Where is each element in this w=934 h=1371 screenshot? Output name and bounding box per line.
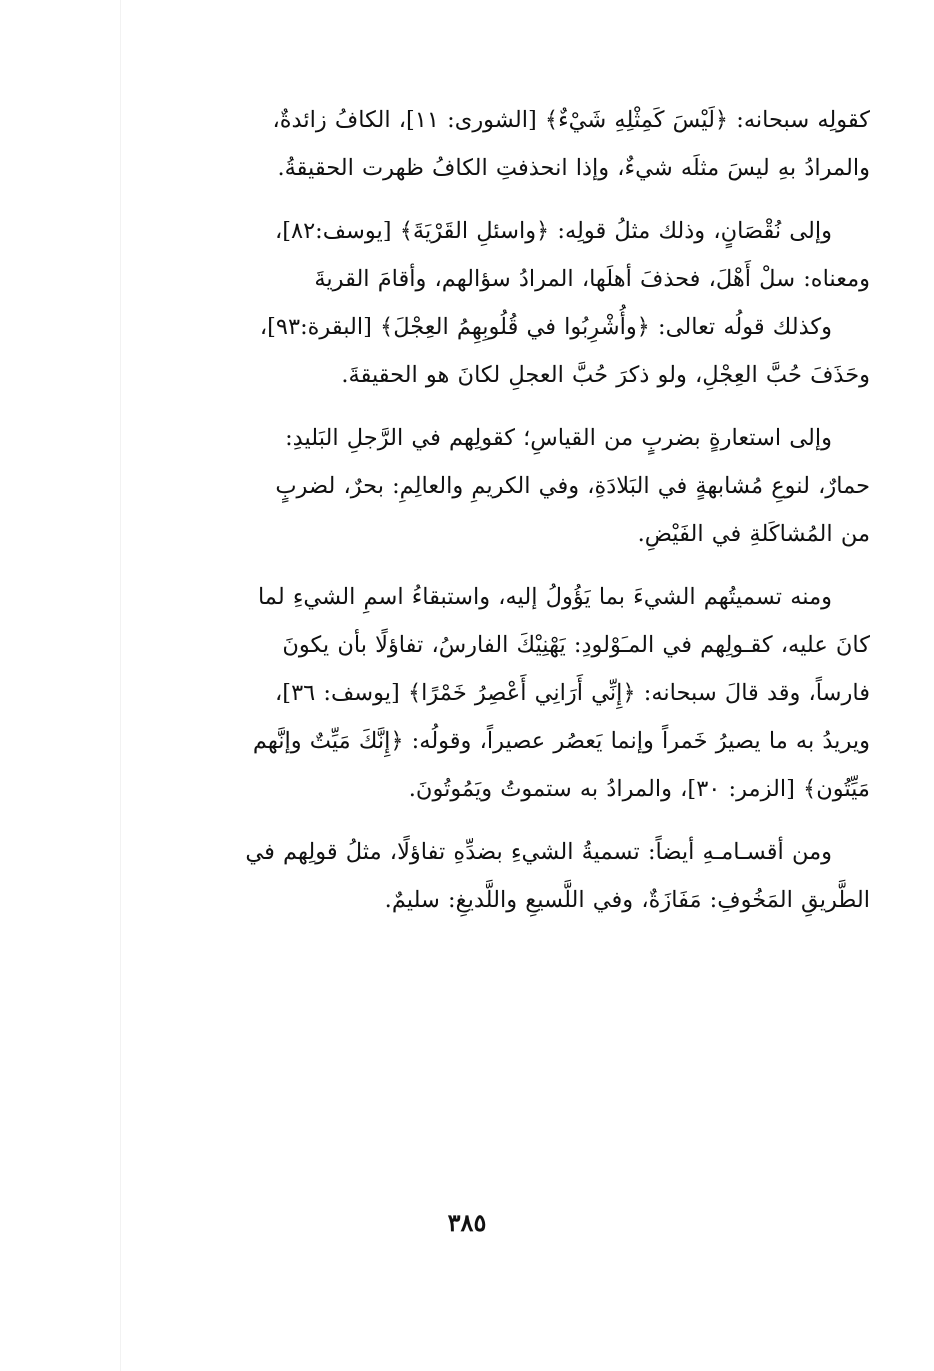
text-line: فارساً، وقد قالَ سبحانه: ﴿إِنِّي أَرَانِي أَعْصِرُ خَمْرًا﴾ [يوسف: ٣٦]، [275,680,870,706]
text-line: الطَّريقِ المَخُوفِ: مَفَازَةٌ، وفي اللَّسيعِ واللَّديغِ: سليمٌ. [384,887,870,913]
paragraph-6 [158,828,870,924]
paragraph-1 [158,96,870,192]
page-number: ٣٨٥ [447,1208,487,1237]
body-text [158,96,870,924]
text-line: من المُشاكَلةِ في الفَيْضِ. [637,521,870,547]
text-line: وإلى نُقْصَانٍ، وذلك مثلُ قولِه: ﴿واسئلِ القَرْيَةَ﴾ [يوسف:٨٢]، [274,218,832,244]
text-line: حمارٌ، لنوعِ مُشابهةٍ في البَلادَةِ، وفي الكريمِ والعالِمِ: بحرٌ، لضربٍ [275,473,870,499]
text-line: ومنه تسميتُهم الشيءَ بما يَؤُولُ إليه، واستبقاءُ اسمِ الشيءِ لما [257,584,832,610]
text-line: والمرادُ بهِ ليسَ مثلَه شيءٌ، وإذا انحذفتِ الكافُ ظهرت الحقيقةُ. [277,155,870,181]
paragraph-3 [158,303,870,399]
paragraph-2 [158,207,870,303]
paragraph-4 [158,414,870,558]
text-line: ومعناه: سلْ أَهْلَ، فحذفَ أهلَها، المرادُ سؤالهم، وأقامَ القريةَ [314,266,870,292]
text-line: وكذلك قولُه تعالى: ﴿وأُشْرِبُوا في قُلُوبِهِمُ العِجْلَ﴾ [البقرة:٩٣]، [259,314,832,340]
text-line: مَيِّتُون﴾ [الزمر: ٣٠]، والمرادُ به ستموتُ ويَمُوتُونَ. [408,776,870,802]
paragraph-5 [158,573,870,813]
text-line: كقولِه سبحانه: ﴿لَيْسَ كَمِثْلِهِ شَيْءٌ﴾ [الشورى: ١١]، الكافُ زائدةٌ، [272,107,870,133]
text-line: ومن أقسـامـهِ أيضاً: تسميةُ الشيءِ بضدِّهِ تفاؤلًا، مثلُ قولِهم في [245,839,832,865]
text-line: ويريدُ به ما يصيرُ خَمراً وإنما يَعصُر عصيراً، وقولُه: ﴿إِنَّكَ مَيِّتٌ وإنَّهم [252,728,870,754]
text-line: وحَذَفَ حُبَّ العِجْلِ، ولو ذكرَ حُبَّ العجلِ لكانَ هو الحقيقةَ. [341,362,870,388]
text-line: كانَ عليه، كقـولِهم في المـَوْلودِ: يَهْنِيْكَ الفارسُ، تفاؤلًا بأن يكونَ [282,632,870,658]
page-edge-shadow [120,0,121,1371]
text-line: وإلى استعارةٍ بضربٍ من القياسِ؛ كقولِهم في الرَّجلِ البَليدِ: [285,425,832,451]
